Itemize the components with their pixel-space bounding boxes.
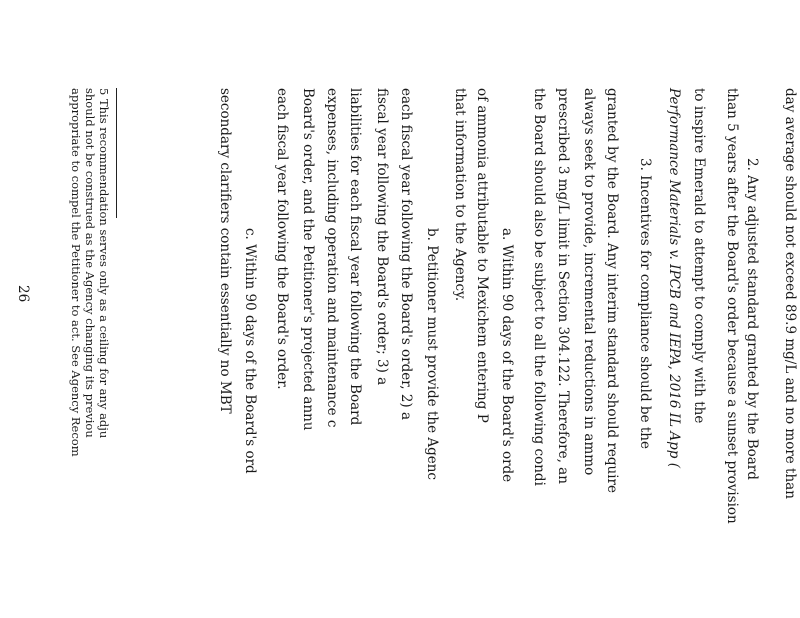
- footnote-line: 5 This recommendation serves only as a ceiling for any adju: [97, 88, 111, 439]
- body-line: that information to the Agency.: [452, 88, 468, 302]
- body-line: granted by the Board. Any interim standard should require: [604, 88, 620, 493]
- body-line: c. Within 90 days of the Board's ord: [242, 228, 258, 474]
- footnote-line: appropriate to compel the Petitioner to act. See Agency Recom: [69, 88, 83, 457]
- body-line: the Board should also be subject to all the following condi: [531, 88, 547, 486]
- body-line: 2. Any adjusted standard granted by the Board: [744, 158, 760, 480]
- body-line: each fiscal year following the Board's order.: [274, 88, 290, 390]
- body-line: always seek to provide, incremental reductions in ammo: [581, 88, 597, 476]
- body-line: b. Petitioner must provide the Agenc: [424, 228, 440, 480]
- body-line: to inspire Emerald to attempt to comply with the: [691, 88, 707, 424]
- body-line: than 5 years after the Board's order because a sunset provision: [724, 88, 740, 524]
- body-line: prescribed 3 mg/L limit in Section 304.122. Therefore, an: [555, 88, 571, 484]
- page-number: 26: [15, 285, 31, 303]
- body-line: of ammonia attributable to Mexichem entering P: [474, 88, 490, 423]
- body-line: a. Within 90 days of the Board's orde: [499, 228, 515, 483]
- body-line: secondary clarifiers contain essentially no MBT: [217, 88, 233, 414]
- body-line: Performance Materials v. IPCB and IEPA, 2016 IL App (: [666, 88, 682, 468]
- footnote-rule: [116, 88, 117, 218]
- body-line: Board's order, and the Petitioner's projected annu: [300, 88, 316, 431]
- body-line: day average should not exceed 89.9 mg/L and no more than: [782, 88, 798, 499]
- body-line: each fiscal year following the Board's order, 2) a: [398, 88, 414, 421]
- body-line: 3. Incentives for compliance should be the: [637, 158, 653, 449]
- body-line: fiscal year following the Board's order; 3) a: [374, 88, 390, 386]
- body-line: expenses, including operation and maintenance c: [324, 88, 340, 428]
- body-line: liabilities for each fiscal year following the Board: [347, 88, 363, 426]
- footnote-line: should not be construed as the Agency changing its previou: [83, 88, 97, 438]
